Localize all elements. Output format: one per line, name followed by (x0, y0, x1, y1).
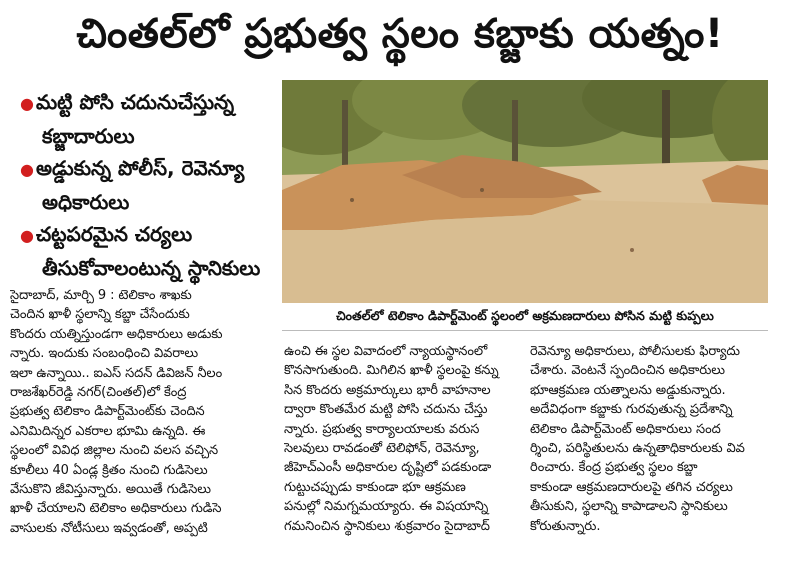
article-line: పనుల్లో నిమగ్నమయ్యారు. ఈ విషయాన్ని (284, 499, 489, 515)
photo-caption: చింతల్‌లో టెలికాం డిపార్ట్‌మెంట్‌ స్థలంలో అక్రమణదారులు పోసిన మట్టి కుప్పలు (336, 308, 714, 323)
article-line: రెవెన్యూ అధికారులు, పోలీసులకు ఫిర్యాదు (530, 344, 740, 359)
article-line: వేసుకొని జీవిస్తున్నారు. అయితే గుడిసెలు (10, 482, 211, 498)
article-line: రించారు. కేంద్ర ప్రభుత్వ స్థలం కబ్జా (530, 460, 698, 476)
article-line: ద్వారా కొంతమేర మట్టి పోసి చదును చేస్తు (284, 402, 488, 418)
highlight-item: ● చట్టపరమైన చర్యలు తీసుకోవాలంటున్న స్థానికులు (20, 222, 261, 280)
bullet-dot-icon: ● (20, 160, 34, 179)
article-line: ఇలా ఉన్నాయి.. ఐఎస్‌ సదన్‌ డివిజన్‌ నీలం (10, 365, 223, 381)
article-line: స్థలంలో వివిధ జిల్లాల నుంచి వలస వచ్చిన (10, 443, 219, 459)
article-line: ఎనిమిదిన్నర ఎకరాల భూమి ఉన్నది. ఈ (10, 423, 206, 439)
photo-illustration (282, 80, 768, 303)
article-line: తీసుకుని, స్థలాన్ని కాపాడాలని స్థానికులు (530, 499, 728, 515)
article-line: అదేవిధంగా కబ్జాకు గురవుతున్న ప్రదేశాన్ని (530, 402, 733, 418)
article-line: గమనించిన స్థానికులు శుక్రవారం సైదాబాద్‌ (284, 518, 490, 534)
bullet-dot-icon: ● (20, 94, 34, 113)
bullet-dot-icon: ● (20, 226, 34, 245)
news-photo (282, 80, 768, 303)
highlights-list (20, 86, 272, 284)
article-line: టెలికాం డిపార్ట్‌మెంట్‌ అధికారులు సంద (530, 421, 721, 437)
highlight-item: ● మట్టి పోసి చదునుచేస్తున్న కబ్జాదారులు (20, 90, 235, 148)
article-column-3 (530, 342, 780, 536)
article-line: న్నారు. ప్రభుత్వ కార్యాలయాలకు వరుస (284, 421, 480, 437)
article-line: జీహెచ్‌ఎంసీ అధికారుల దృష్టిలో పడకుండా (284, 460, 492, 476)
highlight-item: ● అడ్డుకున్న పోలీస్‌, రెవెన్యూ అధికారులు (20, 156, 245, 214)
article-column-2 (284, 342, 514, 536)
article-line: కాకుండా ఆక్రమణదారులపై తగిన చర్యలు (530, 479, 733, 495)
article-line: సిన కొందరు అక్రమార్కులు భారీ వాహనాల (284, 382, 491, 398)
article-line: ఖాళీ చేయాలని టెలికాం అధికారులు గుడిసె (10, 501, 222, 517)
article-line: ఉంచి ఈ స్థల వివాదంలో న్యాయస్థానంలో (284, 344, 488, 359)
article-line: ర్శించి, పరిస్థితులను ఉన్నతాధికారులకు వివ (530, 441, 745, 457)
article-line: చేశారు. వెంటనే స్పందించిన అధికారులు (530, 363, 725, 379)
article-line: న్నారు. ఇందుకు సంబంధించి వివరాలు (10, 346, 198, 362)
article-line: కొందరు యత్నిస్తుండగా అధికారులు అడుకు (10, 326, 223, 342)
article-line: కూలీలు 40 ఏండ్ల క్రితం నుంచి గుడిసెలు (10, 462, 208, 478)
article-line: వాసులకు నోటీసులు ఇవ్వడంతో, అప్పటి (10, 520, 208, 536)
article-line: ప్రభుత్వ టెలికాం డిపార్ట్‌మెంట్‌కు చెందిన (10, 404, 205, 420)
headline: చింతల్‌లో ప్రభుత్వ స్థలం కబ్జాకు యత్నం! (76, 11, 724, 57)
article-line: చెందిన ఖాళీ స్థలాన్ని కబ్జా చేసేందుకు (10, 307, 190, 323)
article-line: రాజశేఖర్‌రెడ్డి నగర్‌(చింతల్‌)లో కేంద్ర (10, 385, 187, 401)
article-line: కొనసాగుతుంది. మిగిలిన ఖాళీ స్థలంపై కన్ను (284, 363, 499, 379)
article-line: గుట్టుచప్పుడు కాకుండా భూ ఆక్రమణ (284, 479, 466, 495)
divider (282, 330, 768, 331)
article-line: సైదాబాద్‌, మార్చి 9 : టెలికాం శాఖకు (10, 288, 192, 303)
article-column-1 (10, 286, 272, 538)
article-line: సెలవులు రావడంతో టెలిఫోన్‌, రెవెన్యూ, (284, 441, 480, 457)
article-line: కోరుతున్నారు. (530, 518, 601, 534)
article-line: భూఆక్రమణ యత్నాలను అడ్డుకున్నారు. (530, 382, 726, 398)
